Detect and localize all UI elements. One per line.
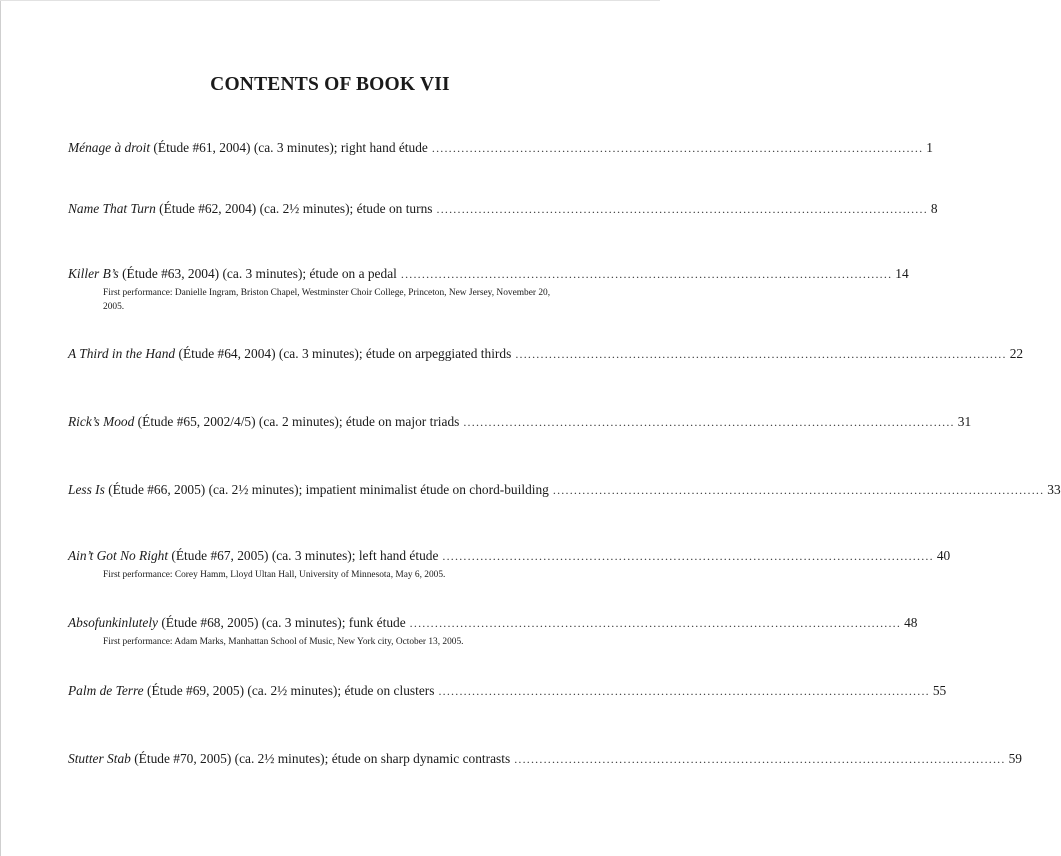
toc-entry xyxy=(68,413,972,431)
dot-leader: ..................................................................................................................... xyxy=(515,347,1007,361)
toc-entry xyxy=(68,200,938,218)
toc-entry-text xyxy=(68,750,510,767)
page-number: 31 xyxy=(957,414,972,429)
dot-leader: ..................................................................................................................... xyxy=(463,415,955,429)
piece-title: Absofunkinlutely xyxy=(68,615,158,630)
page-number: 59 xyxy=(1008,751,1022,766)
toc-entry-text xyxy=(68,481,549,498)
toc-entry xyxy=(68,265,909,314)
page-number: 14 xyxy=(895,266,909,281)
toc-entry-text xyxy=(68,345,511,362)
toc-entry-line xyxy=(68,614,918,632)
toc-entry-line xyxy=(68,750,1022,768)
toc-entry-text xyxy=(68,682,434,699)
dot-leader: ..................................................................................................................... xyxy=(431,141,924,155)
page-title: CONTENTS OF BOOK VII xyxy=(210,74,450,95)
toc-entry-line xyxy=(68,265,909,283)
piece-title: Stutter Stab xyxy=(68,751,131,766)
toc-entry-text xyxy=(68,200,433,217)
toc-entry-text xyxy=(68,265,397,282)
toc-entry-line xyxy=(68,547,951,565)
piece-title: A Third in the Hand xyxy=(68,346,176,361)
piece-details: (Étude #69, 2005) (ca. 2½ minutes); étude on clusters xyxy=(143,683,435,698)
toc-entry-line xyxy=(68,345,1024,363)
toc-entry-line xyxy=(68,139,933,157)
piece-title: Rick’s Mood xyxy=(68,414,135,429)
piece-title: Palm de Terre xyxy=(68,683,144,698)
piece-details: (Étude #68, 2005) (ca. 3 minutes); funk étude xyxy=(158,615,406,630)
toc-entry xyxy=(68,614,918,649)
piece-details: (Étude #63, 2004) (ca. 3 minutes); étude on a pedal xyxy=(118,266,397,281)
piece-details: (Étude #67, 2005) (ca. 3 minutes); left hand étude xyxy=(168,548,439,563)
toc-entry xyxy=(68,481,1061,499)
piece-title: Ain’t Got No Right xyxy=(68,548,169,563)
toc-entry xyxy=(68,139,933,157)
toc-entry-line xyxy=(68,481,1061,499)
piece-title: Less Is xyxy=(68,482,105,497)
page-number: 40 xyxy=(936,548,951,563)
dot-leader: ..................................................................................................................... xyxy=(514,752,1006,766)
toc-entry-text xyxy=(68,547,438,564)
toc-entry-line xyxy=(68,200,938,218)
dot-leader: ..................................................................................................................... xyxy=(436,202,928,216)
toc-entry-text xyxy=(68,614,406,631)
piece-details: (Étude #66, 2005) (ca. 2½ minutes); impatient minimalist étude on chord-building xyxy=(104,482,549,497)
dot-leader: ..................................................................................................................... xyxy=(409,616,902,630)
page-number: 48 xyxy=(904,615,918,630)
toc-entry-text xyxy=(68,413,459,430)
dot-leader: ..................................................................................................................... xyxy=(442,549,934,563)
dot-leader: ..................................................................................................................... xyxy=(400,267,893,281)
dot-leader: ..................................................................................................................... xyxy=(438,684,930,698)
piece-details: (Étude #61, 2004) (ca. 3 minutes); right hand étude xyxy=(150,140,428,155)
toc-entry xyxy=(68,345,1024,363)
piece-details: (Étude #64, 2004) (ca. 3 minutes); étude on arpeggiated thirds xyxy=(175,346,512,361)
page-left-edge xyxy=(0,0,1,856)
toc-entry-line xyxy=(68,413,972,431)
page-number: 33 xyxy=(1047,482,1061,497)
toc-entry xyxy=(68,547,951,582)
toc-entry-line xyxy=(68,682,947,700)
piece-details: (Étude #65, 2002/4/5) (ca. 2 minutes); étude on major triads xyxy=(134,414,460,429)
dot-leader: ..................................................................................................................... xyxy=(552,483,1045,497)
first-performance-note: First performance: Adam Marks, Manhattan School of Music, New York city, October 13, 2005. xyxy=(103,637,464,647)
page-number: 8 xyxy=(930,201,938,216)
page-top-edge xyxy=(0,0,660,1)
toc-entry xyxy=(68,750,1022,768)
toc-entry xyxy=(68,682,947,700)
page-number: 55 xyxy=(932,683,947,698)
piece-title: Name That Turn xyxy=(68,201,156,216)
piece-details: (Étude #70, 2005) (ca. 2½ minutes); étude on sharp dynamic contrasts xyxy=(130,751,511,766)
first-performance-note: First performance: Corey Hamm, Lloyd Ultan Hall, University of Minnesota, May 6, 2005. xyxy=(103,570,446,580)
piece-title: Killer B’s xyxy=(68,266,119,281)
page-number: 1 xyxy=(926,140,933,155)
first-performance-note: First performance: Danielle Ingram, Briston Chapel, Westminster Choir College, Princeton, New Jersey, November 20, 2005. xyxy=(103,288,551,312)
piece-title: Ménage à droit xyxy=(68,140,151,155)
toc-entry-text xyxy=(68,139,428,156)
page-number: 22 xyxy=(1009,346,1024,361)
piece-details: (Étude #62, 2004) (ca. 2½ minutes); étude on turns xyxy=(155,201,433,216)
